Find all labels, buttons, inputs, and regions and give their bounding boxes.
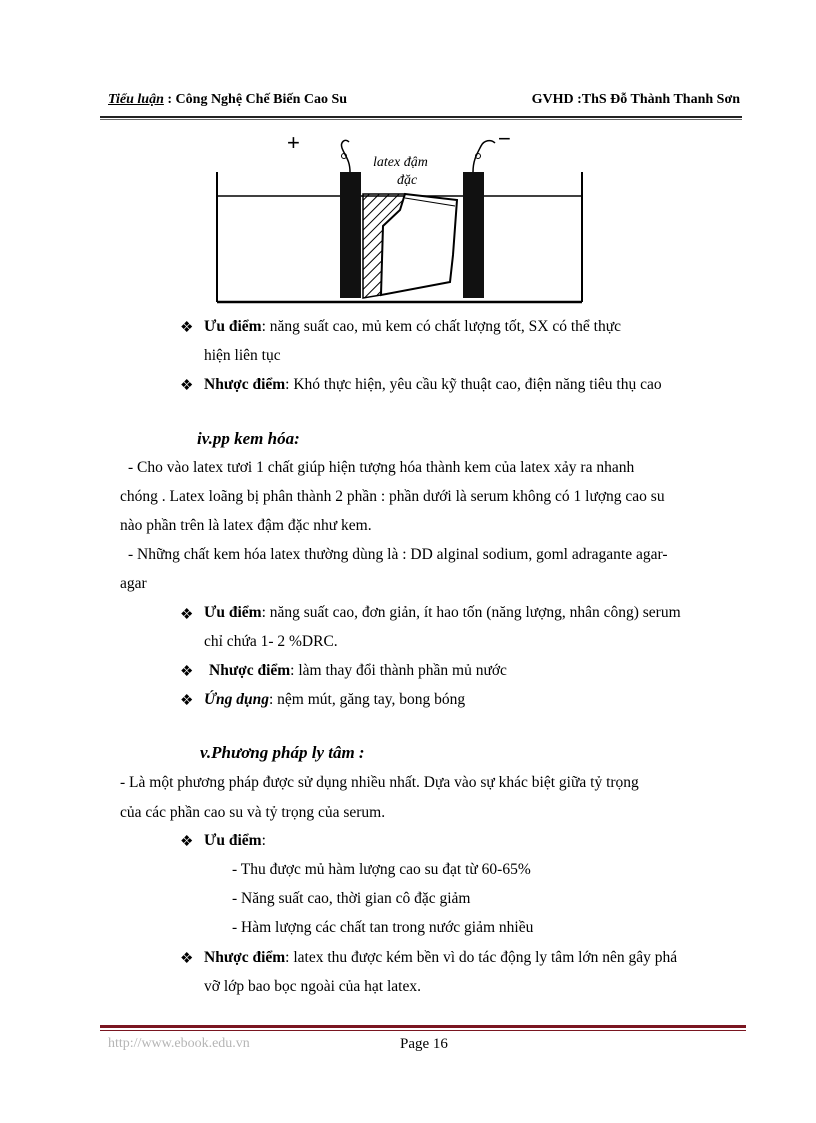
s2-application: Ứng dụng: nệm mút, găng tay, bong bóng xyxy=(204,691,466,708)
s3-advantage-item: - Năng suất cao, thời gian cô đặc giảm xyxy=(232,890,471,907)
s3-p1-line2: của các phần cao su và tỷ trọng của serum. xyxy=(120,804,386,821)
diagram-label-line1: latex đậm xyxy=(373,155,428,170)
bullet-icon: ❖ xyxy=(180,378,194,394)
s2-p1-line3: nào phần trên là latex đậm đặc như kem. xyxy=(120,517,372,534)
s2-p1-line1: - Cho vào latex tươi 1 chất giúp hiện tượng hóa thành kem của latex xảy ra nhanh xyxy=(128,459,635,476)
s3-p1-line1: - Là một phương pháp được sử dụng nhiều nhất. Dựa vào sự khác biệt giữa tỷ trọng xyxy=(120,774,639,791)
wire-left xyxy=(342,140,350,172)
electrode-right xyxy=(463,172,484,298)
section-heading-ly-tam: v.Phương pháp ly tâm : xyxy=(200,743,365,762)
s2-p2-line2: agar xyxy=(120,575,147,592)
page-number: Page 16 xyxy=(400,1036,448,1052)
footer-rule-thin xyxy=(100,1030,746,1031)
s2-advantage-line1: Ưu điểm: năng suất cao, đơn giản, ít hao tốn (năng lượng, nhân công) serum xyxy=(204,604,681,621)
bullet-icon: ❖ xyxy=(180,607,194,623)
electrode-left xyxy=(340,172,361,298)
s3-advantage-label: Ưu điểm: xyxy=(204,832,266,849)
plus-sign: + xyxy=(287,130,300,155)
section-heading-kem-hoa: iv.pp kem hóa: xyxy=(197,429,300,448)
header-rule-thin xyxy=(100,119,742,120)
header-left xyxy=(108,92,347,108)
bullet-icon: ❖ xyxy=(180,693,194,709)
s1-advantage-line1: Ưu điểm: năng suất cao, mủ kem có chất lượng tốt, SX có thể thực xyxy=(204,318,622,335)
s2-p1-line2: chóng . Latex loãng bị phân thành 2 phần : phần dưới là serum không có 1 lượng cao su xyxy=(120,488,665,505)
s3-advantage-item: - Thu được mủ hàm lượng cao su đạt từ 60-65% xyxy=(232,861,531,878)
s3-disadvantage-line2: vỡ lớp bao bọc ngoài của hạt latex. xyxy=(204,978,421,995)
header-title: : Công Nghệ Chế Biến Cao Su xyxy=(167,92,348,107)
s3-advantage-item: - Hàm lượng các chất tan trong nước giảm nhiều xyxy=(232,919,534,936)
s1-disadvantage: Nhược điểm: Khó thực hiện, yêu cầu kỹ thuật cao, điện năng tiêu thụ cao xyxy=(204,376,662,393)
electro-decantation-diagram xyxy=(205,130,595,310)
s2-disadvantage: Nhược điểm: làm thay đổi thành phần mủ nước xyxy=(209,662,507,679)
header-advisor: GVHD :ThS Đỗ Thành Thanh Sơn xyxy=(531,92,740,107)
minus-sign: − xyxy=(498,130,511,151)
s2-p2-line1: - Những chất kem hóa latex thường dùng là : DD alginal sodium, goml adragante agar- xyxy=(128,546,668,563)
s2-advantage-line2: chỉ chứa 1- 2 %DRC. xyxy=(204,633,338,650)
footer-rule xyxy=(100,1025,746,1028)
bullet-icon: ❖ xyxy=(180,664,194,680)
wire-right xyxy=(473,141,495,172)
footer-url: http://www.ebook.edu.vn xyxy=(108,1036,250,1051)
bullet-icon: ❖ xyxy=(180,320,194,336)
header-label: Tiểu luận xyxy=(108,92,164,107)
s1-advantage-line2: hiện liên tục xyxy=(204,347,281,364)
bullet-icon: ❖ xyxy=(180,951,194,967)
header-rule xyxy=(100,116,742,118)
bullet-icon: ❖ xyxy=(180,834,194,850)
s3-disadvantage-line1: Nhược điểm: latex thu được kém bền vì do tác động ly tâm lớn nên gây phá xyxy=(204,949,678,966)
diagram-label-line2: đặc xyxy=(397,173,418,188)
